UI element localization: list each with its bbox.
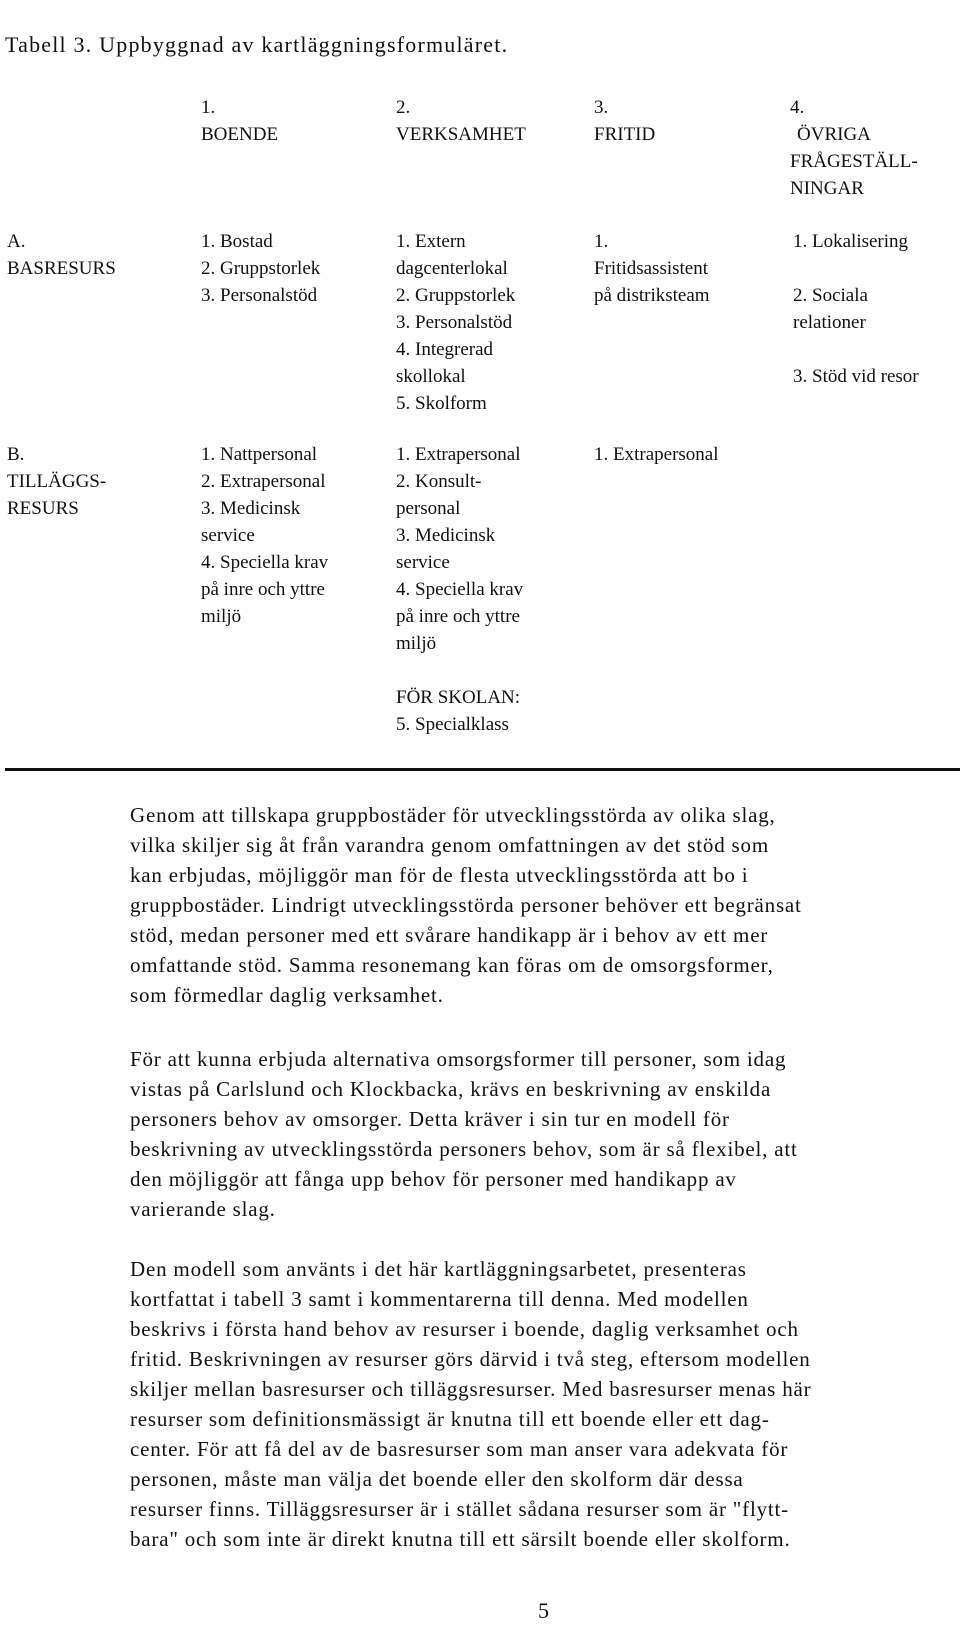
paragraph-line: beskrivs i första hand behov av resurser i boende, daglig verksamhet och <box>130 1317 799 1341</box>
cell-line: 1. Extrapersonal <box>396 444 521 465</box>
paragraph-line: varierande slag. <box>130 1197 276 1221</box>
cell-line: 4. Speciella krav <box>396 579 524 600</box>
cell-line <box>396 657 523 684</box>
paragraph-line: som förmedlar daglig verksamhet. <box>130 983 444 1007</box>
paragraph-line: kortfattat i tabell 3 samt i kommentarerna till denna. Med modellen <box>130 1287 749 1311</box>
cell-line: på distriksteam <box>594 285 710 306</box>
cell-line: 3. Medicinsk <box>396 525 496 546</box>
cell-line: 5. Skolform <box>396 393 487 414</box>
cell-basresurs-verksamhet <box>396 228 515 417</box>
paragraph-3 <box>130 1254 950 1554</box>
paragraph-line: skiljer mellan basresurser och tilläggsresurser. Med basresurser menas här <box>130 1377 812 1401</box>
header-line: 3. <box>594 97 609 118</box>
paragraph-line: personen, måste man välja det boende eller den skolform där dessa <box>130 1467 744 1491</box>
cell-line: 1. Lokalisering <box>793 231 909 252</box>
cell-line: 1. Nattpersonal <box>201 444 318 465</box>
cell-line: service <box>396 552 450 573</box>
cell-line <box>790 336 919 363</box>
cell-line: 5. Specialklass <box>396 714 509 735</box>
cell-line: 2. Sociala <box>793 285 868 306</box>
header-line: 4. <box>790 97 805 118</box>
cell-line: FÖR SKOLAN: <box>396 687 521 708</box>
cell-basresurs-ovriga <box>790 228 919 390</box>
paragraph-1 <box>130 800 950 1010</box>
paragraph-line: vistas på Carlslund och Klockbacka, krävs en beskrivning av enskilda <box>130 1077 772 1101</box>
header-line: BOENDE <box>201 124 279 145</box>
row-label-line: B. <box>7 444 25 465</box>
header-boende <box>201 94 278 148</box>
paragraph-line: fritid. Beskrivningen av resurser görs därvid i två steg, eftersom modellen <box>130 1347 811 1371</box>
cell-line: på inre och yttre <box>396 606 520 627</box>
cell-line <box>790 255 919 282</box>
cell-line: 3. Personalstöd <box>396 312 513 333</box>
paragraph-line: stöd, medan personer med ett svårare handikapp är i behov av ett mer <box>130 923 769 947</box>
header-line: ÖVRIGA <box>797 124 871 145</box>
cell-line: 2. Konsult- <box>396 471 482 492</box>
paragraph-line: omfattande stöd. Samma resonemang kan föras om de omsorgsformer, <box>130 953 774 977</box>
paragraph-line: Den modell som använts i det här kartläggningsarbetet, presenteras <box>130 1257 747 1281</box>
row-label-line: A. <box>7 231 26 252</box>
cell-line: 1. Extern <box>396 231 466 252</box>
cell-line: personal <box>396 498 461 519</box>
cell-line: 3. Personalstöd <box>201 285 318 306</box>
cell-line: 4. Integrerad <box>396 339 494 360</box>
paragraph-line: vilka skiljer sig åt från varandra genom omfattningen av det stöd som <box>130 833 769 857</box>
paragraph-line: den möjliggör att fånga upp behov för personer med handikapp av <box>130 1167 737 1191</box>
paragraph-line: bara" och som inte är direkt knutna till ett särsilt boende eller skolform. <box>130 1527 791 1551</box>
header-line: NINGAR <box>790 178 864 199</box>
header-line: 2. <box>396 97 411 118</box>
paragraph-line: kan erbjudas, möjliggör man för de flesta utvecklingsstörda att bo i <box>130 863 749 887</box>
row-label-line: TILLÄGGS- <box>7 471 107 492</box>
cell-tillaggsresurs-fritid <box>594 441 719 468</box>
horizontal-rule <box>5 768 960 771</box>
header-line: 1. <box>201 97 216 118</box>
cell-line: 2. Gruppstorlek <box>201 258 321 279</box>
paragraph-2 <box>130 1044 950 1224</box>
paragraph-line: personers behov av omsorger. Detta kräver i sin tur en modell för <box>130 1107 730 1131</box>
row-label-basresurs <box>7 228 116 282</box>
cell-line: skollokal <box>396 366 466 387</box>
row-label-tillaggsresurs <box>7 441 106 522</box>
cell-line: miljö <box>201 606 242 627</box>
cell-basresurs-fritid <box>594 228 710 309</box>
header-ovriga <box>790 94 918 202</box>
header-line: VERKSAMHET <box>396 124 526 145</box>
cell-line: miljö <box>396 633 437 654</box>
header-line: FRITID <box>594 124 656 145</box>
cell-line: service <box>201 525 255 546</box>
cell-line: relationer <box>793 312 866 333</box>
cell-line: på inre och yttre <box>201 579 325 600</box>
row-label-line: RESURS <box>7 498 79 519</box>
cell-line: 1. Bostad <box>201 231 273 252</box>
header-fritid <box>594 94 655 148</box>
header-line: FRÅGESTÄLL- <box>790 151 918 172</box>
header-verksamhet <box>396 94 526 148</box>
paragraph-line: resurser finns. Tilläggsresurser är i stället sådana resurser som är "flytt- <box>130 1497 789 1521</box>
table-title: Tabell 3. Uppbyggnad av kartläggningsformuläret. <box>5 32 509 57</box>
cell-tillaggsresurs-boende <box>201 441 328 630</box>
paragraph-line: Genom att tillskapa gruppbostäder för utvecklingsstörda av olika slag, <box>130 803 776 827</box>
cell-line: Fritidsassistent <box>594 258 709 279</box>
paragraph-line: För att kunna erbjuda alternativa omsorgsformer till personer, som idag <box>130 1047 787 1071</box>
cell-line: 4. Speciella krav <box>201 552 329 573</box>
cell-line: dagcenterlokal <box>396 258 508 279</box>
cell-line: 2. Gruppstorlek <box>396 285 516 306</box>
page-number: 5 <box>538 1598 549 1623</box>
paragraph-line: center. För att få del av de basresurser som man anser vara adekvata för <box>130 1437 789 1461</box>
cell-line: 3. Medicinsk <box>201 498 301 519</box>
paragraph-line: resurser som definitionsmässigt är knutna till ett boende eller ett dag- <box>130 1407 770 1431</box>
cell-basresurs-boende <box>201 228 320 309</box>
paragraph-line: gruppbostäder. Lindrigt utvecklingsstörda personer behöver ett begränsat <box>130 893 802 917</box>
row-label-line: BASRESURS <box>7 258 116 279</box>
cell-line: 2. Extrapersonal <box>201 471 326 492</box>
cell-line: 3. Stöd vid resor <box>793 366 919 387</box>
cell-tillaggsresurs-verksamhet <box>396 441 523 738</box>
cell-line: 1. Extrapersonal <box>594 444 719 465</box>
cell-line: 1. <box>594 231 609 252</box>
paragraph-line: beskrivning av utvecklingsstörda personers behov, som är så flexibel, att <box>130 1137 798 1161</box>
